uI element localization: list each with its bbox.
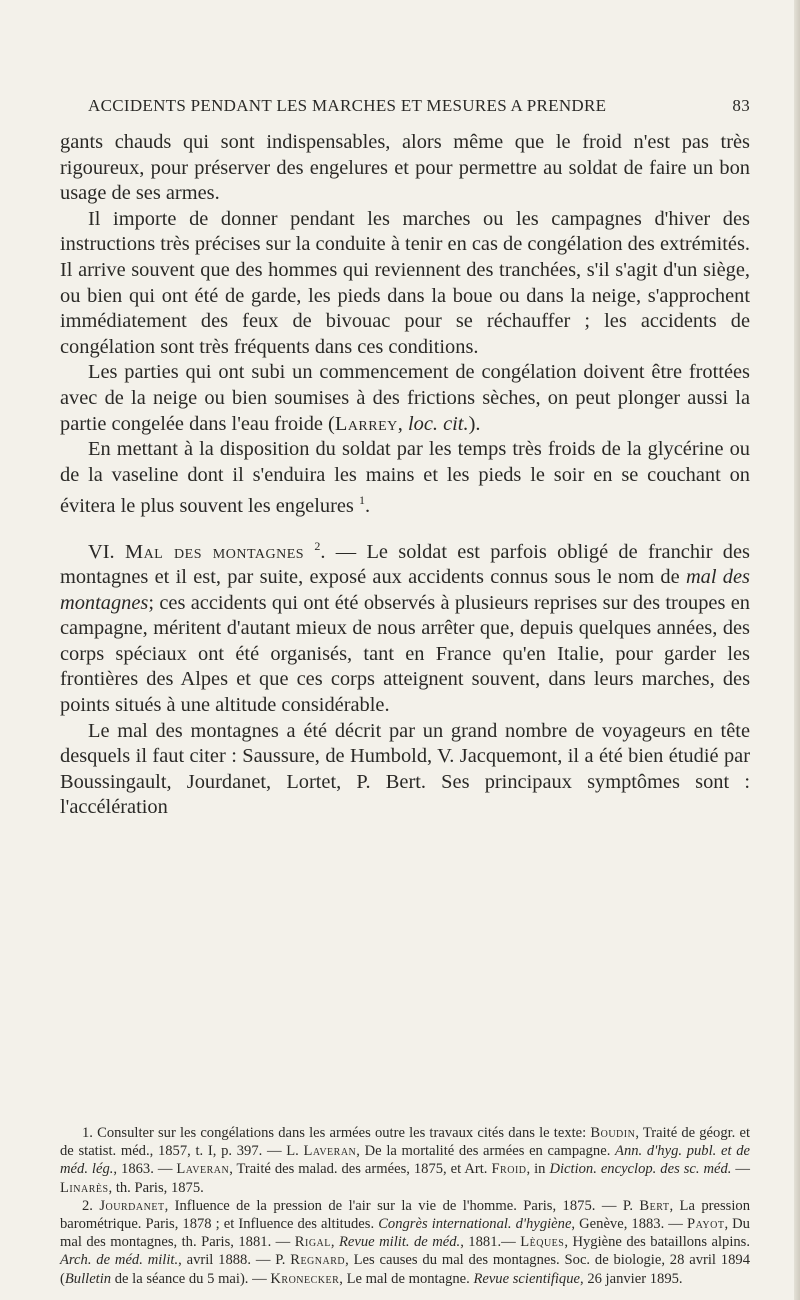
fn2-text: , Genève, 1883. — xyxy=(571,1216,687,1233)
footnote-ref-2: 2 xyxy=(314,538,321,553)
fn2-text: , La pression barométrique. Paris, 1878 ; et Influence des altitudes. xyxy=(60,1197,750,1233)
footnote-2 xyxy=(60,1197,750,1288)
fn2-text: , Le mal de montagne. xyxy=(339,1270,474,1287)
section-heading: Mal des montagnes xyxy=(124,540,305,563)
body-text xyxy=(60,130,750,821)
paragraph-3-end: ). xyxy=(468,412,481,435)
fn2-revue-milit: Revue milit. de méd. xyxy=(339,1234,461,1251)
fn1-text: , 1863. — xyxy=(113,1161,177,1178)
fn1-dictionary: Diction. encyclop. des sc. méd. xyxy=(549,1161,732,1178)
fn2-text: , xyxy=(330,1234,339,1251)
section-text-a: . — Le soldat est parfois obligé de franchir des montagnes et il est, par suite, exposé aux accidents connus sous le nom de xyxy=(60,540,750,589)
fn1-text: , Traité des malad. des armées, 1875, et Art. xyxy=(229,1161,492,1178)
fn1-journal: Ann. d'hyg. publ. et de méd. lég. xyxy=(60,1143,750,1178)
section-vi xyxy=(60,534,750,719)
fn2-author-kronecker: Kronecker xyxy=(270,1270,340,1287)
fn2-text: , Hygiène des bataillons alpins. xyxy=(564,1234,751,1251)
fn2-text: , Du mal des montagnes, th. Paris, 1881. — xyxy=(60,1216,750,1251)
fn2-text: , Influence de la pression de l'air sur la vie de l'homme. Paris, 1875. — P. xyxy=(164,1197,640,1214)
fn1-author-linares: Linarès xyxy=(60,1179,109,1196)
paragraph-4 xyxy=(60,437,750,520)
fn1-text: , th. Paris, 1875. xyxy=(108,1179,204,1196)
fn2-bulletin: Bulletin xyxy=(64,1270,112,1287)
fn2-revue-scientifique: Revue scientifique xyxy=(473,1270,581,1287)
paragraph-1: gants chauds qui sont indispensables, alors même que le froid n'est pas très rigoureux, pour préserver des engelures et pour permettre au soldat de faire un bon usage de ses armes. xyxy=(60,131,750,205)
fn2-author-jourdanet: Jourdanet xyxy=(99,1197,165,1214)
fn1-text: — xyxy=(731,1161,751,1178)
fn2-author-regnard: Regnard xyxy=(290,1252,346,1269)
paragraph-3: Les parties qui ont subi un commencement de congélation doivent être frottées avec de la neige ou bien soumises à des frictions sèches, on peut plonger aussi la partie congelée dans l'eau froide (Larrey, loc. cit.). xyxy=(60,361,750,435)
fn2-author-rigal: Rigal xyxy=(294,1234,331,1251)
fn2-author-leques: Lèques xyxy=(520,1234,565,1251)
fn2-text: , Les causes du mal des montagnes. Soc. de biologie, 28 avril 1894 ( xyxy=(60,1252,750,1287)
page-number: 83 xyxy=(732,96,750,115)
page-edge xyxy=(794,0,800,1300)
fn2-congres: Congrès international. d'hygiène xyxy=(378,1216,572,1233)
fn2-text: de la séance du 5 mai). — xyxy=(111,1270,271,1287)
paragraph-2: Il importe de donner pendant les marches ou les campagnes d'hiver des instructions très précises sur la conduite à tenir en cas de congélation des extrémités. Il arrive souvent que des hommes qui reviennent des tranchées, s'il s'agit d'un siège, ou bien qui ont été de garde, les pieds dans la boue ou dans la neige, s'approchent immédiatement des feux de bivouac pour se réchauffer ; les accidents de congélation sont très fréquents dans ces conditions. xyxy=(60,207,750,358)
author-larrey: Larrey xyxy=(334,412,398,435)
fn1-author-laveran: Laveran xyxy=(303,1143,357,1160)
fn1-article-froid: Froid xyxy=(491,1161,527,1178)
paragraph-4-end: . xyxy=(364,495,371,518)
footnote-1 xyxy=(60,1124,750,1197)
page-header xyxy=(60,96,750,120)
paragraph-3-text: Les parties qui ont subi un commencement de congélation doivent être frottées avec de la neige ou bien soumises à des frictions sèches, on peut plonger aussi la partie congelée dans l'eau froide ( xyxy=(60,361,750,435)
fn1-text: , in xyxy=(526,1161,550,1178)
citation-loc-cit: loc. cit. xyxy=(407,412,469,435)
fn2-author-payot: Payot xyxy=(686,1216,725,1233)
fn2-author-bert: Bert xyxy=(639,1197,670,1214)
fn2-arch: Arch. de méd. milit. xyxy=(60,1252,179,1269)
section-number: VI. xyxy=(88,540,115,563)
paragraph-4-text: En mettant à la disposition du soldat par les temps très froids de la glycérine ou de la vaseline dont il s'enduira les mains et les pieds le soir en se couchant on évitera le plus souvent les engelures xyxy=(60,438,750,518)
fn2-text: , 26 janvier 1895. xyxy=(580,1270,683,1287)
paragraph-6: Le mal des montagnes a été décrit par un grand nombre de voyageurs en tête desquels il faut citer : Saussure, de Humbold, V. Jacquemont, il a été bien étudié par Boussingault, Jourdanet, Lortet, P. Bert. Ses principaux symptômes sont : l'accélération xyxy=(60,719,750,819)
fn1-text: , De la mortalité des armées en campagne. xyxy=(356,1143,616,1160)
footnotes xyxy=(60,1124,750,1288)
fn2-text: , 1881.— xyxy=(460,1234,521,1251)
fn1-author-laveran: Laveran xyxy=(176,1161,230,1178)
term-mal-des-montagnes: mal des montagnes xyxy=(60,566,750,614)
running-title: ACCIDENTS PENDANT LES MARCHES ET MESURES A PRENDRE xyxy=(88,96,607,115)
fn2-text: 2. xyxy=(82,1197,100,1214)
section-text-b: ; ces accidents qui ont été observés à plusieurs reprises sur des troupes en campagne, méritent d'autant mieux de nous arrêter que, depuis quelques années, des corps spéciaux ont été organisés, tant en France qu'en Italie, pour garder les frontières des Alpes et que ces corps atteignent souvent, dans leurs marches, des points situés à une altitude considérable. xyxy=(60,591,750,717)
fn2-text: , avril 1888. — P. xyxy=(178,1252,291,1269)
fn1-author-boudin: Boudin xyxy=(590,1125,636,1141)
fn1-text: , Traité de géogr. et de statist. méd., 1857, t. I, p. 397. — L. xyxy=(60,1125,750,1160)
fn1-text: 1. Consulter sur les congélations dans les armées outre les travaux cités dans le texte: xyxy=(82,1125,591,1141)
footnote-ref-1: 1 xyxy=(358,493,365,508)
